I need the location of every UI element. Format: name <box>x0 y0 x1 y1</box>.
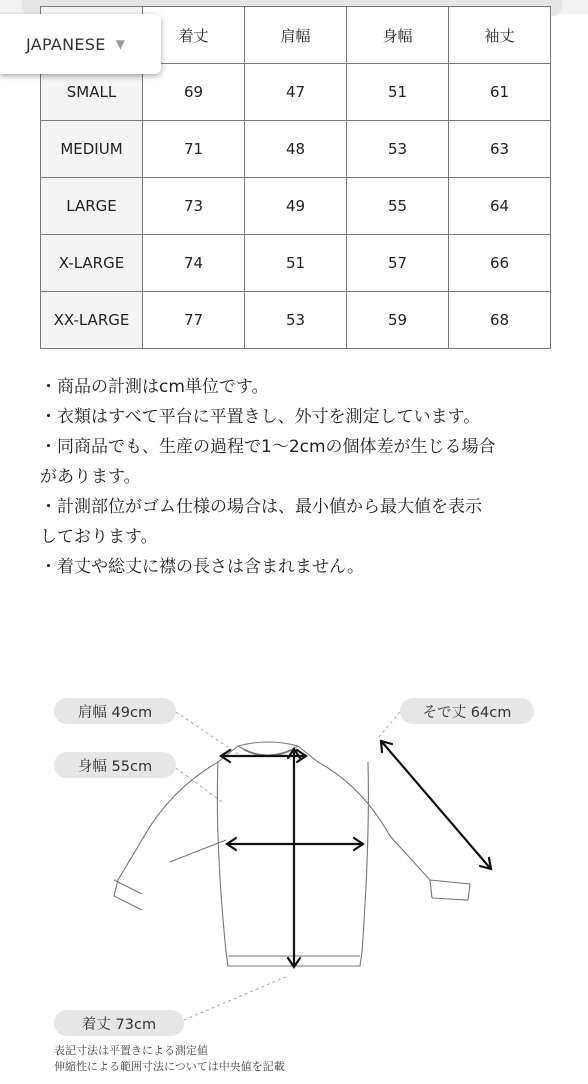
table-row <box>41 178 551 235</box>
measurement-cell: 51 <box>245 235 347 292</box>
table-header-cell: 袖丈 <box>449 7 551 64</box>
measurement-cell: 66 <box>449 235 551 292</box>
footnote-line: 表記寸法は平置きによる測定値 <box>54 1044 208 1057</box>
measurement-cell: 61 <box>449 64 551 121</box>
measurement-cell: 51 <box>347 64 449 121</box>
note-line: ・商品の計測はcm単位です。 <box>40 377 269 397</box>
measurement-cell: 74 <box>143 235 245 292</box>
measurement-cell: 47 <box>245 64 347 121</box>
measurement-cell: 71 <box>143 121 245 178</box>
language-selector[interactable] <box>0 14 161 74</box>
note-line: しております。 <box>40 527 158 547</box>
measurement-cell: 64 <box>449 178 551 235</box>
table-header-cell: 肩幅 <box>245 7 347 64</box>
table-row <box>41 121 551 178</box>
table-header-cell: 身幅 <box>347 7 449 64</box>
measurement-diagram <box>0 690 588 1080</box>
measurement-notes <box>40 372 560 582</box>
table-row <box>41 292 551 349</box>
body-width-label: 身幅 55cm <box>54 752 176 778</box>
note-line: ・衣類はすべて平台に平置きし、外寸を測定しています。 <box>40 407 481 427</box>
measurement-cell: 55 <box>347 178 449 235</box>
body-length-label: 着丈 73cm <box>54 1010 184 1036</box>
measurement-cell: 53 <box>245 292 347 349</box>
measurement-cell: 53 <box>347 121 449 178</box>
measurement-cell: 73 <box>143 178 245 235</box>
dropdown-arrow-icon: ▼ <box>115 37 125 51</box>
language-selector-value: JAPANESE <box>26 34 106 54</box>
measurement-cell: 48 <box>245 121 347 178</box>
measurement-cell: 57 <box>347 235 449 292</box>
measurement-cell: 77 <box>143 292 245 349</box>
size-name-cell: SMALL <box>41 64 143 121</box>
table-row <box>41 235 551 292</box>
size-name-cell: LARGE <box>41 178 143 235</box>
measurement-cell: 68 <box>449 292 551 349</box>
note-line: ・計測部位がゴム仕様の場合は、最小値から最大値を表示 <box>40 497 482 517</box>
measurement-cell: 49 <box>245 178 347 235</box>
size-name-cell: MEDIUM <box>41 121 143 178</box>
note-line: ・同商品でも、生産の過程で1〜2cmの個体差が生じる場合 <box>40 437 496 457</box>
measurement-cell: 59 <box>347 292 449 349</box>
note-line: ・着丈や総丈に襟の長さは含まれません。 <box>40 557 365 577</box>
measurement-cell: 69 <box>143 64 245 121</box>
size-name-cell: X-LARGE <box>41 235 143 292</box>
measurement-cell: 63 <box>449 121 551 178</box>
size-name-cell: XX-LARGE <box>41 292 143 349</box>
table-header-cell: 着丈 <box>143 7 245 64</box>
shoulder-width-label: 肩幅 49cm <box>54 698 176 724</box>
sleeve-length-label: そで丈 64cm <box>400 698 534 724</box>
note-line: があります。 <box>40 467 141 487</box>
footnote-line: 伸縮性による範囲寸法については中央値を記載 <box>54 1060 285 1073</box>
